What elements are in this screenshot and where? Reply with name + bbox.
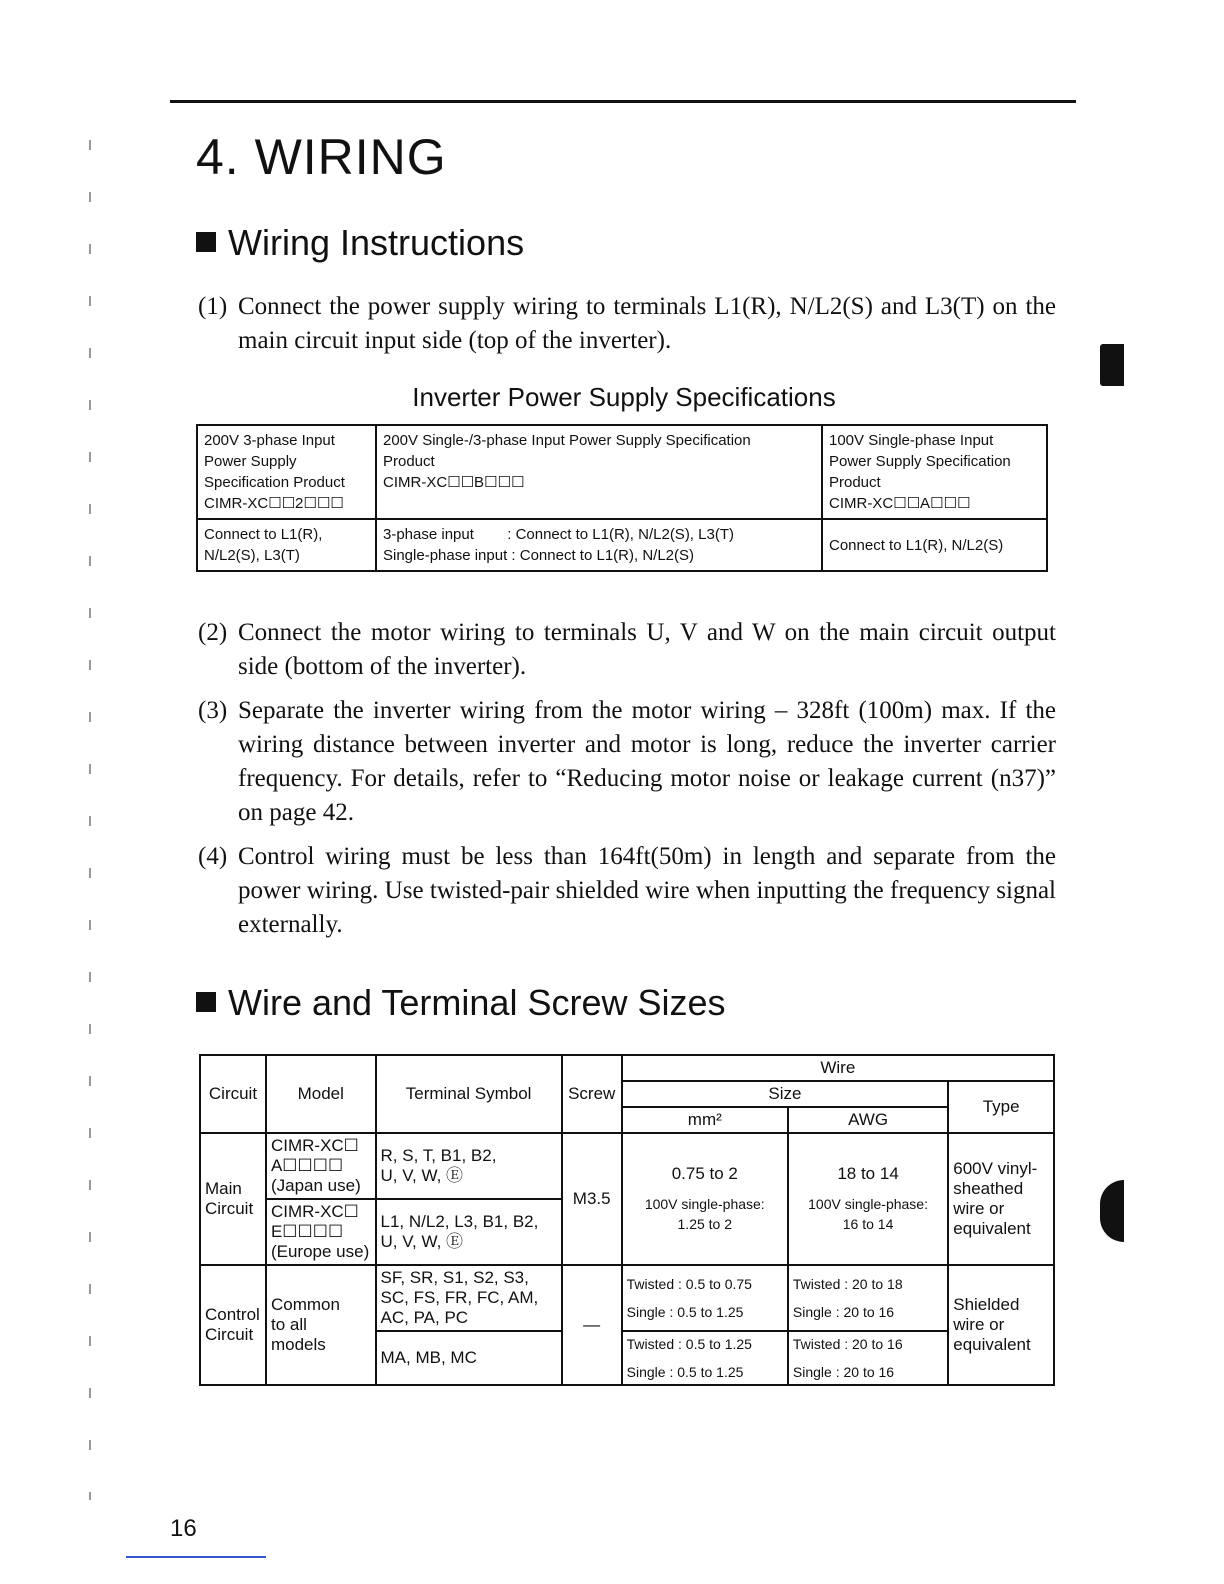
cell-line: Single-phase input : Connect to L1(R), N/L2(S)	[383, 547, 694, 564]
instruction-item	[198, 290, 1056, 358]
cell-line: CIMR-XC☐☐2☐☐☐	[204, 495, 344, 512]
cell-line: A☐☐☐☐	[270, 1156, 344, 1175]
cell-line: CIMR-XC☐☐B☐☐☐	[383, 474, 525, 491]
cell-line: E☐☐☐☐	[270, 1222, 344, 1241]
cell-terminal-japan	[376, 1133, 562, 1199]
table-header-cell	[822, 425, 1047, 519]
top-rule	[170, 100, 1076, 103]
section-heading-text: Wiring Instructions	[228, 222, 525, 263]
cell-line: Power Supply	[204, 453, 297, 470]
section-heading-wiring-instructions	[196, 222, 524, 264]
table-row	[200, 1133, 1054, 1199]
header-mm2: mm²	[622, 1107, 788, 1133]
cell-line: (Europe use)	[270, 1242, 370, 1261]
cell-note: 100V single-phase:	[808, 1196, 928, 1212]
instruction-item	[198, 694, 1056, 830]
cell-line: 100V Single-phase Input	[829, 432, 994, 449]
cell-awg-control-a	[788, 1265, 948, 1331]
cell-line: wire or	[953, 1199, 1005, 1218]
cell-awg-main	[788, 1133, 948, 1265]
cell-mm2-control-b	[622, 1331, 788, 1385]
cell-line: U, V, W, Ⓔ	[380, 1166, 464, 1185]
cell-line: N/L2(S), L3(T)	[204, 547, 300, 564]
cell-line: Connect to L1(R),	[204, 526, 323, 543]
header-circuit: Circuit	[200, 1055, 266, 1133]
cell-line: L1, N/L2, L3, B1, B2,	[380, 1212, 539, 1231]
section-heading-text: Wire and Terminal Screw Sizes	[228, 982, 726, 1023]
item-text: Control wiring must be less than 164ft(50m) in length and separate from the power wiring. Use twisted-pair shielded wire when inputting the frequency signal externally.	[238, 843, 1056, 938]
cell-terminal-control-b: MA, MB, MC	[376, 1331, 562, 1385]
cell-line: CIMR-XC☐☐A☐☐☐	[829, 495, 971, 512]
item-text: Connect the power supply wiring to terminals L1(R), N/L2(S) and L3(T) on the main circuit input side (top of the inverter).	[238, 293, 1056, 354]
cell-line: 0.75 to 2	[671, 1164, 738, 1183]
header-screw: Screw	[562, 1055, 622, 1133]
cell-line: models	[270, 1335, 326, 1354]
cell-line: equivalent	[953, 1335, 1031, 1354]
square-bullet-icon	[196, 992, 216, 1012]
cell-model-japan	[266, 1133, 376, 1199]
item-text: Separate the inverter wiring from the motor wiring – 328ft (100m) max. If the wiring distance between inverter and motor is long, reduce the inverter carrier frequency. For details, refer to “Reducing motor noise or leakage current (n37)” on page 42.	[238, 697, 1056, 826]
instruction-item	[198, 840, 1056, 942]
cell-model-europe	[266, 1199, 376, 1265]
cell-screw-control: —	[562, 1265, 622, 1385]
cell-line: Single : 20 to 16	[792, 1364, 895, 1380]
cell-line: Specification Product	[204, 474, 345, 491]
cell-line: Single : 20 to 16	[792, 1304, 895, 1320]
cell-line: Power Supply Specification	[829, 453, 1011, 470]
cell-screw: M3.5	[562, 1133, 622, 1265]
item-number: (1)	[198, 293, 228, 320]
cell-line: Connect to L1(R), N/L2(S)	[829, 536, 1004, 554]
margin-marks	[89, 140, 91, 1500]
cell-line: Product	[829, 474, 881, 491]
header-type: Type	[948, 1081, 1054, 1133]
table-cell	[376, 519, 822, 571]
table-header-row	[197, 425, 1047, 519]
page-title: 4. WIRING	[196, 129, 447, 185]
cell-note: 100V single-phase:	[644, 1196, 765, 1212]
cell-line: (Japan use)	[270, 1176, 361, 1195]
table-row	[197, 519, 1047, 571]
table-header-row	[200, 1055, 1054, 1081]
header-model: Model	[266, 1055, 376, 1133]
cell-type-main	[948, 1133, 1054, 1265]
cell-line: 18 to 14	[837, 1164, 899, 1183]
table-caption	[0, 382, 1224, 413]
cell-line: CIMR-XC☐	[270, 1136, 359, 1155]
square-bullet-icon	[196, 232, 216, 252]
cell-type-control	[948, 1265, 1054, 1385]
cell-line: Single : 0.5 to 1.25	[626, 1364, 744, 1380]
table-cell	[197, 519, 376, 571]
item-number: (4)	[198, 843, 228, 870]
cell-line: 200V 3-phase Input	[204, 432, 335, 449]
cell-line: 200V Single-/3-phase Input Power Supply Specification	[383, 432, 751, 449]
item-number: (2)	[198, 619, 228, 646]
header-awg: AWG	[788, 1107, 948, 1133]
cell-mm2-control-a	[622, 1265, 788, 1331]
cell-line: Main	[205, 1179, 242, 1198]
cell-line: R, S, T, B1, B2,	[380, 1146, 497, 1165]
footer-rule	[126, 1556, 266, 1558]
cell-line: Product	[383, 453, 435, 470]
cell-model-common	[266, 1265, 376, 1385]
power-supply-spec-table	[196, 424, 1048, 572]
header-terminal-symbol: Terminal Symbol	[376, 1055, 562, 1133]
cell-note: 1.25 to 2	[677, 1216, 733, 1232]
item-text: Connect the motor wiring to terminals U, V and W on the main circuit output side (bottom of the inverter).	[238, 619, 1056, 680]
table-header-cell	[376, 425, 822, 519]
cell-main-circuit	[200, 1133, 266, 1265]
item-number: (3)	[198, 697, 228, 724]
cell-line: to all	[270, 1315, 307, 1334]
cell-mm2-main	[622, 1133, 788, 1265]
cell-line: Twisted : 20 to 16	[792, 1336, 903, 1352]
cell-line: Control	[205, 1305, 260, 1324]
table-cell	[822, 519, 1047, 571]
instruction-item	[198, 616, 1056, 684]
cell-line: wire or	[953, 1315, 1005, 1334]
cell-line: 3-phase input : Connect to L1(R), N/L2(S), L3(T)	[383, 526, 734, 543]
cell-line: Twisted : 0.5 to 1.25	[626, 1336, 752, 1352]
cell-line: 600V vinyl-	[953, 1159, 1038, 1178]
cell-line: Single : 0.5 to 1.25	[626, 1304, 744, 1320]
table-row	[200, 1265, 1054, 1331]
cell-note: 16 to 14	[842, 1216, 894, 1232]
cell-line: U, V, W, Ⓔ	[380, 1232, 464, 1251]
cell-line: Circuit	[205, 1325, 254, 1344]
cell-line: Circuit	[205, 1199, 254, 1218]
cell-line: Shielded	[953, 1295, 1020, 1314]
cell-line: Twisted : 0.5 to 0.75	[626, 1276, 752, 1292]
cell-line: sheathed	[953, 1179, 1024, 1198]
header-size: Size	[622, 1081, 949, 1107]
cell-terminal-control-a	[376, 1265, 562, 1331]
section-heading-wire-screw-sizes	[196, 982, 726, 1024]
cell-line: CIMR-XC☐	[270, 1202, 359, 1221]
cell-line: Twisted : 20 to 18	[792, 1276, 903, 1292]
cell-line: AC, PA, PC	[380, 1308, 469, 1327]
cell-line: SF, SR, S1, S2, S3,	[380, 1268, 529, 1287]
page-number: 16	[170, 1515, 197, 1542]
cell-control-circuit	[200, 1265, 266, 1385]
wire-screw-size-table	[199, 1054, 1055, 1386]
cell-terminal-europe	[376, 1199, 562, 1265]
table-header-cell	[197, 425, 376, 519]
cell-line: Common	[270, 1295, 340, 1314]
table-caption-text: Inverter Power Supply Specifications	[412, 382, 836, 412]
cell-line: equivalent	[953, 1219, 1031, 1238]
header-wire: Wire	[622, 1055, 1054, 1081]
cell-awg-control-b	[788, 1331, 948, 1385]
side-tab-marker	[1100, 344, 1124, 386]
cell-line: SC, FS, FR, FC, AM,	[380, 1288, 539, 1307]
side-tab-marker	[1100, 1180, 1124, 1242]
